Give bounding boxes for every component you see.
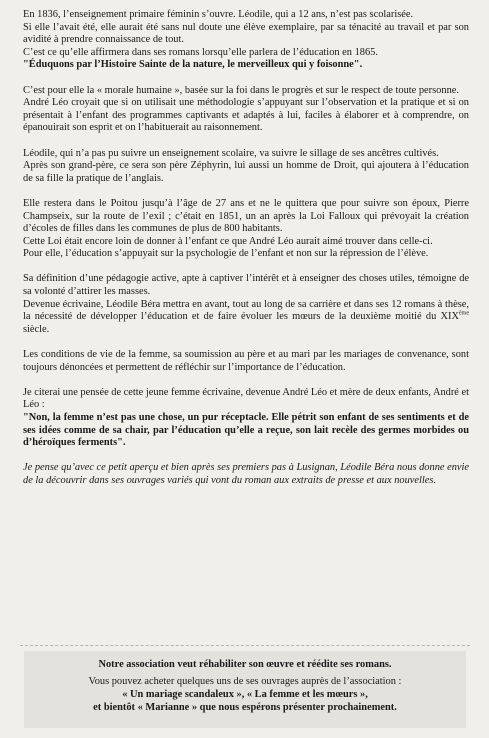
text-line: C’est ce qu’elle affirmera dans ses romans lorsqu’elle parlera de l’éducation en 1865. <box>23 46 378 58</box>
paragraph-2 <box>23 85 469 135</box>
notice-line: Notre association veut réhabiliter son œuvre et réédite ses romans. <box>98 659 392 670</box>
quote-bold: "Non, la femme n’est pas une chose, un pur réceptacle. Elle pétrit son enfant de ses sentiments et de ses idées comme de sa chair, par l’éducation qu’elle a reçue, son lait recèle des germes morbides ou d’héroïques ferments". <box>23 412 469 449</box>
text-line: Après son grand-père, ce sera son père Zéphyrin, lui aussi un homme de Droit, qui ajoutera à l’éducation de sa fille la pratique de l’anglais. <box>23 160 469 184</box>
superscript: ème <box>459 310 469 317</box>
text-segment: Devenue écrivaine, Léodile Béra mettra en avant, tout au long de sa carrière et dans ses 12 romans à thèse, la nécessité de développer l’éducation et de faire évoluer les mœurs de la deuxième moitié du XIX <box>23 298 469 323</box>
association-notice-box <box>24 651 466 728</box>
paragraph-7 <box>23 387 469 450</box>
text-line: André Léo croyait que si on utilisait une méthodologie s’appuyant sur l’observation et la pratique et si on présentait à l’enfant des programmes captivants et adaptés à lui, faciles à élaborer et à comprendre, on épanouirait son esprit et on l’habituerait au raisonnement. <box>23 97 469 134</box>
text-line: Sa définition d’une pédagogie active, apte à captiver l’intérêt et à enseigner des choses utiles, témoigne de sa volonté d’attirer les masses. <box>23 273 469 298</box>
closing-paragraph-italic: Je pense qu’avec ce petit aperçu et bien après ses premiers pas à Lusignan, Léodile Béra nous donne envie de la découvrir dans ses ouvrages variés qui vont du roman aux extraits de presse et aux nouvelles. <box>23 462 470 486</box>
text-line: Si elle l’avait été, elle aurait été sans nul doute une élève exemplaire, par sa ténacité au travail et par son avidité à prendre connaissance de tout. <box>23 21 469 46</box>
dashed-divider <box>20 645 470 646</box>
text-line: Léodile, qui n’a pas pu suivre un enseignement scolaire, va suivre le sillage de ses ancêtres cultivés. <box>23 147 439 159</box>
notice-line: « Un mariage scandaleux », « La femme et les mœurs », <box>122 689 368 700</box>
paragraph-4 <box>23 198 469 261</box>
paragraph-3 <box>23 148 469 186</box>
text-line: C’est pour elle la « morale humaine », basée sur la foi dans le progrès et sur le respect de toute personne. <box>23 84 459 96</box>
text-line: Cette Loi était encore loin de donner à l’enfant ce que André Léo aurait aimé trouver dans celle-ci. <box>23 235 433 247</box>
quote-bold: "Éduquons par l’Histoire Sainte de la nature, le merveilleux qui y foisonne". <box>23 59 363 71</box>
paragraph-6: Les conditions de vie de la femme, sa soumission au père et au mari par les mariages de convenance, sont toujours dénoncées et permettent de réfléchir sur l’importance de l’éducation. <box>23 349 469 373</box>
text-line: En 1836, l’enseignement primaire féminin s’ouvre. Léodile, qui a 12 ans, n’est pas scolarisée. <box>23 9 414 20</box>
paragraph-1 <box>23 9 469 72</box>
article-body <box>23 9 469 500</box>
paragraph-5 <box>23 273 469 336</box>
text-line: Elle restera dans le Poitou jusqu’à l’âge de 27 ans et ne le quittera que pour suivre son époux, Pierre Champseix, sur la route de l’exil ; c’était en 1851, un an après la Loi Falloux qui prévoyait la création d’écoles de filles dans les communes de plus de 800 habitants. <box>23 197 469 235</box>
text-line: Pour elle, l’éducation s’appuyait sur la psychologie de l’enfant et non sur la répression de l’élève. <box>23 248 429 260</box>
text-segment: siècle. <box>23 323 50 335</box>
text-line: Je citerai une pensée de cette jeune femme écrivaine, devenue André Léo et mère de deux enfants, André et Léo : <box>23 386 470 411</box>
text-line <box>23 299 469 337</box>
notice-line: et bientôt « Marianne » que nous espérons présenter prochainement. <box>93 702 397 713</box>
notice-line: Vous pouvez acheter quelques uns de ses ouvrages auprès de l’association : <box>88 676 402 687</box>
